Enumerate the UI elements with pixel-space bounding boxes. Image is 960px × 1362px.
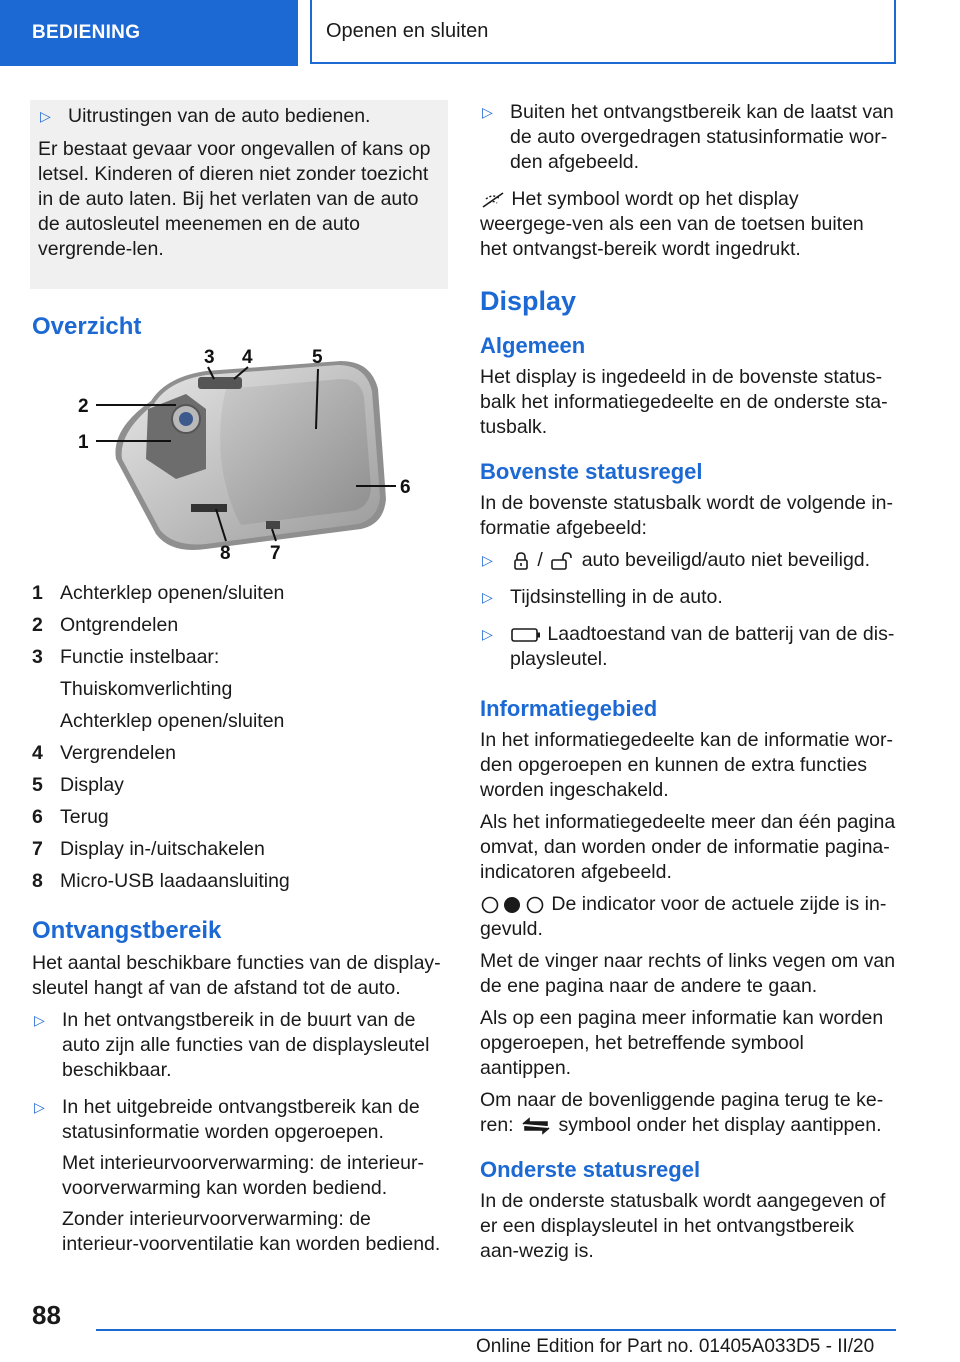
info-paragraph: In het informatiegedeelte kan de informatie wor-den opgeroepen en kunnen de extra functies worden ingeschakeld. (480, 729, 893, 801)
top-status-text: In de bovenste statusbalk wordt de volgende in-formatie afgebeeld: (480, 492, 894, 539)
figure-label-4: 4 (242, 349, 253, 368)
info-paragraph: Als op een pagina meer informatie kan worden opgeroepen, het betreffende symbool aantippen. (480, 1007, 884, 1079)
triangle-bullet-icon: ▷ (482, 589, 493, 605)
legend-item: 2 Ontgrendelen (32, 613, 179, 636)
overview-heading: Overzicht (32, 313, 142, 340)
triangle-bullet-icon: ▷ (34, 1012, 45, 1028)
page-indicator-icon (480, 895, 546, 915)
locked-icon (510, 550, 532, 572)
footer-rule (96, 1329, 896, 1331)
general-text: Het display is ingedeeld in de bovenste status-balk het informatiegedeelte en de onderste sta-tusbalk. (480, 366, 888, 438)
triangle-bullet-icon: ▷ (34, 1099, 45, 1115)
triangle-bullet-icon: ▷ (482, 104, 493, 120)
top-status-bullet: ▷ Tijdsinstelling in de auto. (480, 585, 896, 616)
battery-icon (510, 626, 542, 644)
back-arrow-icon (519, 1116, 553, 1136)
triangle-bullet-icon: ▷ (482, 626, 493, 642)
range-bullet: ▷ In het ontvangstbereik in de buurt van de auto zijn alle functies van de displaysleutel beschikbaar. (32, 1008, 448, 1089)
legend-list (32, 577, 448, 897)
triangle-bullet-icon: ▷ (482, 552, 493, 568)
figure-label-8: 8 (220, 543, 231, 564)
range-bullet: ▷ In het uitgebreide ontvangstbereik kan de statusinformatie worden opgeroepen. Met interieurvoorverwarming: de interieur-voorverwarming kan worden bediend. Zonder interieurvoorverwarming: de interieur-voorventilatie kan worden bediend. (32, 1095, 448, 1263)
range-heading: Ontvangstbereik (32, 917, 222, 944)
warning-bullet: Uitrustingen van de auto bedienen. (68, 105, 371, 127)
page-header (0, 0, 960, 66)
display-key-figure (66, 349, 416, 569)
range-intro: Het aantal beschikbare functies van de display-sleutel hangt af van de afstand tot de auto. (32, 952, 441, 999)
figure-label-3: 3 (204, 349, 215, 368)
info-area-heading: Informatiegebied (480, 696, 658, 721)
chapter-title: Openen en sluiten (310, 0, 896, 64)
page-number: 88 (32, 1300, 61, 1330)
unlocked-icon (548, 550, 576, 572)
outside-range-bullet: ▷ Buiten het ontvangstbereik kan de laatst van de auto overgedragen statusinformatie wor-den afgebeeld. (480, 100, 896, 181)
legend-subitem: Thuiskomverlichting (60, 677, 233, 700)
left-column (32, 100, 448, 1269)
legend-subitem: Achterklep openen/sluiten (60, 709, 285, 732)
no-signal-paragraph: Het symbool wordt op het display weergege-ven als een van de toetsen buiten het ontvangst-bereik wordt ingedrukt. (480, 188, 864, 260)
no-signal-icon (480, 190, 506, 210)
bottom-status-heading: Onderste statusregel (480, 1157, 701, 1182)
figure-label-2: 2 (78, 396, 89, 417)
legend-item: 4 Vergrendelen (32, 741, 177, 764)
legend-item: 3 Functie instelbaar: (32, 645, 220, 668)
top-status-bullet: ▷ / auto beveiligd/auto niet beveiligd. (480, 548, 896, 579)
figure-label-5: 5 (312, 349, 323, 368)
info-paragraph: Om naar de bovenliggende pagina terug te ke-ren: symbool onder het display aantippen. (480, 1089, 884, 1136)
figure-label-6: 6 (400, 477, 411, 498)
legend-item: 5 Display (32, 773, 124, 796)
top-status-bullet: ▷ Laadtoestand van de batterij van de dis-playsleutel. (480, 622, 896, 678)
info-paragraph: Met de vinger naar rechts of links vegen om van de ene pagina naar de andere te gaan. (480, 950, 896, 997)
edition-note: Online Edition for Part no. 01405A033D5 - II/20 (476, 1336, 875, 1357)
figure-label-7: 7 (270, 543, 281, 564)
warning-text: Er bestaat gevaar voor ongevallen of kans op letsel. Kinderen of dieren niet zonder toezicht in de auto laten. Bij het verlaten van de auto de autosleutel meenemen en de auto vergrende-len. (38, 138, 431, 260)
bottom-status-text: In de onderste statusbalk wordt aangegeven of er een displaysleutel in het ontvangstbereik aan-wezig is. (480, 1190, 886, 1262)
legend-item: 8 Micro-USB laadaansluiting (32, 869, 290, 892)
legend-item: 6 Terug (32, 805, 109, 828)
info-paragraph: De indicator voor de actuele zijde is in-gevuld. (480, 893, 887, 940)
figure-label-1: 1 (78, 432, 89, 453)
info-paragraph: Als het informatiegedeelte meer dan één pagina omvat, dan worden onder de informatie pagina-indicatoren afgebeeld. (480, 811, 896, 883)
legend-item: 7 Display in-/uitschakelen (32, 837, 265, 860)
top-status-heading: Bovenste statusregel (480, 459, 703, 484)
warning-box (30, 100, 448, 289)
general-heading: Algemeen (480, 333, 586, 358)
legend-item: 1 Achterklep openen/sluiten (32, 581, 285, 604)
triangle-bullet-icon: ▷ (40, 108, 51, 124)
display-key-illustration (66, 349, 416, 569)
display-heading: Display (480, 286, 577, 316)
section-tab: BEDIENING (0, 0, 298, 66)
right-column (480, 100, 896, 1271)
